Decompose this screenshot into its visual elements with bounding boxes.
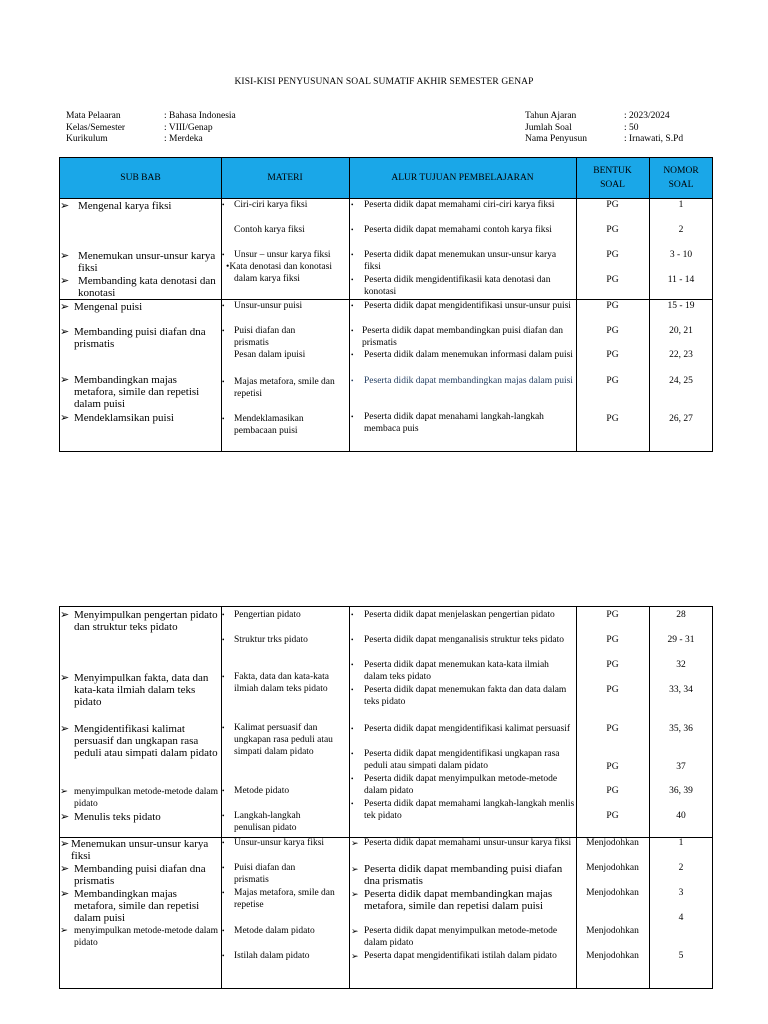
list-item: • Ciri-ciri karya fiksi <box>222 200 308 210</box>
nomor-soal-cell: 20, 21 <box>669 326 693 336</box>
nomor-soal-cell: 26, 27 <box>669 414 693 424</box>
meta-key: Kelas/Semester <box>66 122 126 133</box>
bentuk-soal-cell: PG <box>606 250 619 260</box>
list-item: ➢ Menemukan unsur-unsur karya fiksi <box>60 838 209 862</box>
list-item: Contoh karya fiksi <box>234 225 305 235</box>
dot-bullet-icon: • <box>351 226 354 234</box>
nomor-soal-cell: 3 <box>678 888 684 898</box>
dot-bullet-icon: • <box>351 201 354 209</box>
meta-value: : 50 <box>624 122 639 133</box>
dot-bullet-icon: • <box>351 686 354 694</box>
dot-bullet-icon: • <box>351 251 354 259</box>
bentuk-soal-cell: PG <box>606 326 619 336</box>
bentuk-soal-cell: PG <box>606 786 619 796</box>
arrow-bullet-icon: ➢ <box>60 672 70 684</box>
arrow-bullet-icon: ➢ <box>60 301 70 313</box>
list-item: ➢ Membanding kata denotasi dan konotasi <box>60 275 216 299</box>
list-item: • Peserta didik dapat memahami ciri-ciri karya fiksi <box>351 200 555 210</box>
arrow-bullet-icon: ➢ <box>60 811 70 823</box>
dot-bullet-icon: • <box>222 889 225 897</box>
bentuk-soal-cell: PG <box>606 685 619 695</box>
meta-value: : Bahasa Indonesia <box>164 111 236 121</box>
list-item: ➢ Menyimpulkan pengertan pidato dan struktur teks pidato <box>60 609 218 633</box>
dot-bullet-icon: • <box>351 413 354 421</box>
arrow-bullet-icon: ➢ <box>60 250 70 262</box>
list-item: ➢ Peserta didik dapat memahami unsur-unsur karya fiksi <box>351 838 572 848</box>
header-materi: MATERI <box>267 173 303 183</box>
arrow-bullet-icon: ➢ <box>60 863 70 875</box>
table-header <box>60 158 712 199</box>
list-item: • Peserta didik dapat membandingkan majas dalam puisi <box>351 376 573 386</box>
bentuk-soal-cell: PG <box>606 660 619 670</box>
arrow-bullet-icon: ➢ <box>351 838 359 848</box>
bentuk-soal-cell: Menjodohkan <box>586 951 639 961</box>
nomor-soal-cell: 4 <box>678 913 684 923</box>
bentuk-soal-cell: PG <box>606 376 619 386</box>
nomor-soal-cell: 1 <box>678 200 684 210</box>
meta-value: : VIII/Genap <box>164 122 213 133</box>
dot-bullet-icon: • <box>222 812 225 820</box>
dot-bullet-icon: • <box>222 415 225 423</box>
nomor-soal-cell: 28 <box>676 610 686 620</box>
dot-bullet-icon: • <box>222 201 225 209</box>
dot-bullet-icon: • <box>351 800 354 808</box>
list-item: ➢ menyimpulkan metode-metode dalam pidato <box>60 926 219 948</box>
dot-bullet-icon: • <box>351 725 354 733</box>
arrow-bullet-icon: ➢ <box>60 838 70 850</box>
bentuk-soal-cell: Menjodohkan <box>586 888 639 898</box>
list-item: • Puisi diafan dan prismatis <box>222 326 296 348</box>
list-item: • Peserta didik dapat menemukan fakta dan data dalam teks pidato <box>351 685 567 707</box>
list-item: ➢ Peserta didik dapat membandingkan majas metafora, simile dan repetisi dalam puisi <box>351 888 553 912</box>
list-item: • Metode pidato <box>222 786 290 796</box>
list-item: ➢ Mengenal puisi <box>60 301 143 313</box>
header-alur-tujuan: ALUR TUJUAN PEMBELAJARAN <box>391 173 534 183</box>
arrow-bullet-icon: ➢ <box>60 926 68 936</box>
list-item: • Peserta didik dapat menemukan unsur-unsur karya fiksi <box>351 250 557 272</box>
list-item: ➢ Menyimpulkan fakta, data dan kata-kata ilmiah dalam teks pidato <box>60 672 209 708</box>
bentuk-soal-cell: PG <box>606 350 619 360</box>
list-item: ➢ Peserta didik dapat menyimpulkan metode-metode dalam pidato <box>351 926 558 948</box>
nomor-soal-cell: 11 - 14 <box>667 275 695 285</box>
nomor-soal-cell: 40 <box>676 811 686 821</box>
list-item: • Langkah-langkah penulisan pidato <box>222 811 301 833</box>
list-item: • Unsur-unsur karya fiksi <box>222 838 325 848</box>
nomor-soal-cell: 1 <box>678 838 684 848</box>
nomor-soal-cell: 32 <box>676 660 686 670</box>
dot-bullet-icon: • <box>222 952 225 960</box>
dot-bullet-icon: • <box>222 636 225 644</box>
kisi-kisi-table-part-2 <box>59 606 713 989</box>
header-nomor-soal: NOMOR SOAL <box>663 166 699 190</box>
list-item: ➢ Menemukan unsur-unsur karya fiksi <box>60 250 216 274</box>
list-item: • Peserta didik dapat memahami langkah-langkah menlis tek pidato <box>351 799 575 821</box>
bentuk-soal-cell: PG <box>606 414 619 424</box>
arrow-bullet-icon: ➢ <box>351 889 359 899</box>
bentuk-soal-cell: PG <box>606 200 619 210</box>
bentuk-soal-cell: Menjodohkan <box>586 838 639 848</box>
arrow-bullet-icon: ➢ <box>351 951 359 961</box>
list-item: Pesan dalam ipuisi <box>234 350 306 360</box>
list-item: • Peserta didik dapat mengidentifikasi ungkapan rasa peduli atau simpati dalam pidato <box>351 749 560 771</box>
nomor-soal-cell: 36, 39 <box>669 786 693 796</box>
list-item: • Unsur – unsur karya fiksi <box>222 250 331 260</box>
list-item: • Struktur trks pidato <box>222 635 308 645</box>
bentuk-soal-cell: PG <box>606 762 619 772</box>
bentuk-soal-cell: PG <box>606 811 619 821</box>
list-item: • Unsur-unsur puisi <box>222 301 303 311</box>
list-item: ➢ Membandingkan majas metafora, simile dan repetisi dalam puisi <box>60 374 200 410</box>
list-item: ➢ Membandingkan majas metafora, simile dan repetisi dalam puisi <box>60 888 200 924</box>
nomor-soal-cell: 37 <box>676 762 686 772</box>
list-item: • Mendeklamasikan pembacaan puisi <box>222 414 304 436</box>
meta-value: : 2023/2024 <box>624 111 670 121</box>
arrow-bullet-icon: ➢ <box>60 609 70 621</box>
list-item: • Pengertian pidato <box>222 610 301 620</box>
arrow-bullet-icon: ➢ <box>60 888 70 900</box>
nomor-soal-cell: 2 <box>678 225 684 235</box>
meta-right <box>525 111 683 146</box>
arrow-bullet-icon: ➢ <box>351 926 359 936</box>
dot-bullet-icon: • <box>351 377 354 385</box>
list-item: ➢ Menulis teks pidato <box>60 811 161 823</box>
bentuk-soal-cell: PG <box>606 301 619 311</box>
meta-key: Mata Pelaaran <box>66 111 121 121</box>
list-item: • Peserta didik dapat mengidentifikasi kalimat persuasif <box>351 724 571 734</box>
meta-key: Tahun Ajaran <box>525 111 577 121</box>
list-item: • Majas metafora, smile dan repetise <box>222 888 335 910</box>
list-item: • Metode dalam pidato <box>222 926 315 936</box>
bentuk-soal-cell: PG <box>606 275 619 285</box>
kisi-kisi-table-part-1 <box>59 157 713 452</box>
dot-bullet-icon: • <box>222 787 225 795</box>
meta-key: Kurikulum <box>66 134 108 145</box>
list-item: ➢ Membanding puisi diafan dna prismatis <box>60 863 206 887</box>
list-item: • Puisi diafan dan prismatis <box>222 863 296 885</box>
meta-left <box>66 111 236 146</box>
bentuk-soal-cell: PG <box>606 635 619 645</box>
arrow-bullet-icon: ➢ <box>60 412 70 424</box>
list-item: • Peserta didik dapat menganalisis struktur teks pidato <box>351 635 564 645</box>
list-item: •Kata denotasi dan konotasi dalam karya fiksi <box>226 262 332 284</box>
list-item: • Peserta didik dapat menahami langkah-langkah membaca puis <box>351 412 544 434</box>
nomor-soal-cell: 35, 36 <box>669 724 693 734</box>
arrow-bullet-icon: ➢ <box>60 723 70 735</box>
dot-bullet-icon: • <box>222 673 225 681</box>
list-item: • Peserta didik dapat menjelaskan pengertian pidato <box>351 610 555 620</box>
bentuk-soal-cell: Menjodohkan <box>586 926 639 936</box>
dot-bullet-icon: • <box>222 251 225 259</box>
meta-value: : Merdeka <box>164 134 203 145</box>
row-divider <box>60 299 712 300</box>
meta-value: : Irnawati, S.Pd <box>624 134 684 145</box>
list-item: • Majas metafora, smile dan repetisi <box>222 377 335 399</box>
list-item: • Peserta didik dalam menemukan informasi dalam puisi <box>351 350 573 360</box>
list-item: ➢ Mendeklamsikan puisi <box>60 412 174 424</box>
dot-bullet-icon: • <box>222 927 225 935</box>
list-item: • Peserta didik dapat membandingkan puisi diafan dan prismatis <box>351 326 564 348</box>
list-item: • Peserta didik dapat menyimpulkan metode-metode dalam pidato <box>351 774 558 796</box>
list-item: ➢ Membanding puisi diafan dna prismatis <box>60 326 206 350</box>
dot-bullet-icon: • <box>222 611 225 619</box>
dot-bullet-icon: • <box>351 327 354 335</box>
list-item: ➢ Peserta didik dapat membanding puisi diafan dna prismatis <box>351 863 563 887</box>
list-item: • Peserta didik dapat memahami contoh karya fiksi <box>351 225 552 235</box>
meta-key: Nama Penyusun <box>525 134 588 145</box>
nomor-soal-cell: 29 - 31 <box>667 635 695 645</box>
nomor-soal-cell: 22, 23 <box>669 350 693 360</box>
arrow-bullet-icon: ➢ <box>60 275 70 287</box>
list-item: • Kalimat persuasif dan ungkapan rasa peduli atau simpati dalam pidato <box>222 723 333 757</box>
dot-bullet-icon: • <box>351 750 354 758</box>
nomor-soal-cell: 24, 25 <box>669 376 693 386</box>
arrow-bullet-icon: ➢ <box>60 374 70 386</box>
list-item: ➢ Mengenal karya fiksi <box>60 200 172 212</box>
dot-bullet-icon: • <box>351 276 354 284</box>
list-item: ➢ menyimpulkan metode-metode dalam pidato <box>60 787 219 809</box>
dot-bullet-icon: • <box>351 351 354 359</box>
dot-bullet-icon: • <box>351 775 354 783</box>
list-item: ➢ Mengidentifikasi kalimat persuasif dan ungkapan rasa peduli atau simpati dalam pidato <box>60 723 218 759</box>
nomor-soal-cell: 33, 34 <box>669 685 693 695</box>
bentuk-soal-cell: PG <box>606 724 619 734</box>
dot-bullet-icon: • <box>222 302 225 310</box>
dot-bullet-icon: • <box>351 636 354 644</box>
header-sub-bab: SUB BAB <box>120 173 161 183</box>
nomor-soal-cell: 15 - 19 <box>667 301 695 311</box>
dot-bullet-icon: • <box>222 839 225 847</box>
list-item: • Peserta didik dapat mengidentifikasi unsur-unsur puisi <box>351 301 571 311</box>
arrow-bullet-icon: ➢ <box>60 200 70 212</box>
arrow-bullet-icon: ➢ <box>60 787 68 797</box>
nomor-soal-cell: 3 - 10 <box>669 250 693 260</box>
list-item: • Peserta didik mengidentifikasii kata denotasi dan konotasi <box>351 275 551 297</box>
bentuk-soal-cell: PG <box>606 225 619 235</box>
nomor-soal-cell: 5 <box>678 951 684 961</box>
list-item: • Fakta, data dan kata-kata ilmiah dalam teks pidato <box>222 672 329 694</box>
bentuk-soal-cell: PG <box>606 610 619 620</box>
dot-bullet-icon: • <box>222 378 225 386</box>
dot-bullet-icon: • <box>351 302 354 310</box>
document-title: KISI-KISI PENYUSUNAN SOAL SUMATIF AKHIR SEMESTER GENAP <box>234 77 534 87</box>
nomor-soal-cell: 2 <box>678 863 684 873</box>
dot-bullet-icon: • <box>222 724 225 732</box>
dot-bullet-icon: • <box>351 611 354 619</box>
arrow-bullet-icon: ➢ <box>60 326 70 338</box>
meta-key: Jumlah Soal <box>525 122 572 133</box>
dot-bullet-icon: • <box>226 262 230 272</box>
list-item: • Istilah dalam pidato <box>222 951 310 961</box>
arrow-bullet-icon: ➢ <box>351 864 359 874</box>
dot-bullet-icon: • <box>222 327 225 335</box>
header-bentuk-soal: BENTUK SOAL <box>593 166 632 190</box>
dot-bullet-icon: • <box>351 661 354 669</box>
list-item: ➢ Peserta dapat mengidentifikati istilah dalam pidato <box>351 951 557 961</box>
dot-bullet-icon: • <box>222 864 225 872</box>
list-item: • Peserta didik dapat menemukan kata-kata ilmiah dalam teks pidato <box>351 660 549 682</box>
bentuk-soal-cell: Menjodohkan <box>586 863 639 873</box>
